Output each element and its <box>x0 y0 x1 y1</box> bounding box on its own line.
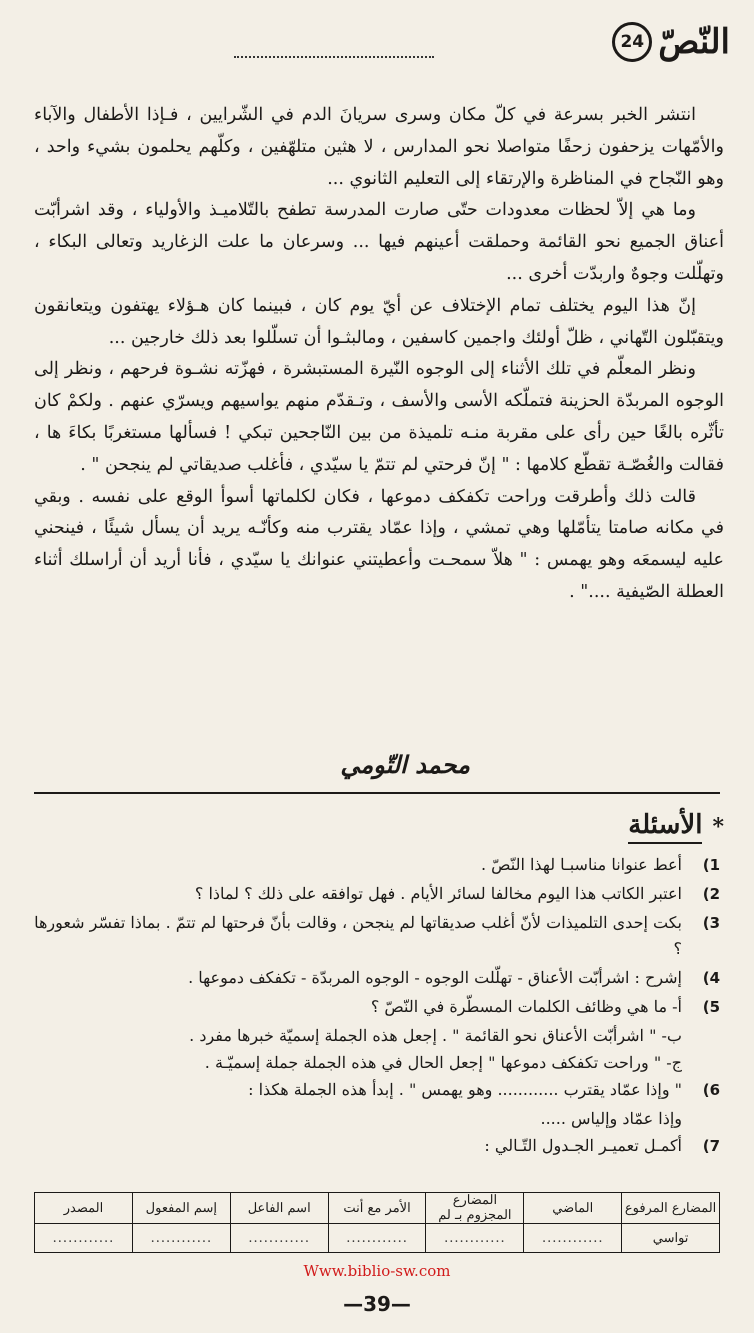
question-item <box>34 852 720 878</box>
author-signature <box>34 750 720 800</box>
paragraph: انتشر الخبر بسرعة في كلّ مكان وسرى سريانَ الدم في الشّرايين ، فـإذا الأطفال والآباء والأمّهات يزحفون زحفًا متواصلا نحو المدارس ، لا هثين متلهّفين ، وكلّهم يحلمون بشيء واحد ، وهو النّجاح في المناظرة والإرتقاء إلى التعليم الثانوي ... <box>34 105 724 189</box>
question-item <box>34 881 720 907</box>
question-number: 2) <box>702 885 720 903</box>
table-cell: ............ <box>132 1224 230 1253</box>
passage-text <box>34 100 724 609</box>
watermark-link: Www.biblio-sw.com <box>303 1262 451 1280</box>
table-header: إسم المفعول <box>132 1193 230 1224</box>
conjugation-table-wrap <box>34 1192 720 1253</box>
questions-title: الأسئلة <box>628 810 702 844</box>
table-cell: ............ <box>35 1224 133 1253</box>
paragraph: ونظر المعلّم في تلك الأثناء إلى الوجوه النّيرة المستبشرة ، فهزّته نشـوة فرحهم ، ونظر إلى الوجوه المربدّة الحزينة فتملّكه الأسى والأسف ، وتـقدّم منهم يواسيهم ويسرّي عنهم . ولكمْ كان تأثّره بالغًا حين رأى على مقربة منـه تلميذة من بين النّاجحين تبكي ! فسألها مستغربًا بكاءَ ها ، فقالت والغُصّـة تقطّع كلامها : " إنّ فرحتي لم تتمّ يا سيّدي ، فأغلب صديقاتي لم ينجحن " . <box>34 359 724 475</box>
question-text: أعط عنوانا مناسبـا لهذا النّصّ . <box>480 855 682 874</box>
question-number: 4) <box>702 969 720 987</box>
question-item <box>34 1077 720 1103</box>
question-number: 1) <box>702 856 720 874</box>
lesson-number-badge: 24 <box>612 22 652 62</box>
conjugation-table <box>34 1192 720 1253</box>
question-item <box>34 1133 720 1159</box>
question-item <box>34 994 720 1020</box>
title-group <box>612 22 730 62</box>
table-row <box>35 1224 720 1253</box>
paragraph: وما هي إلاّ لحظات معدودات حتّى صارت المدرسة تطفح بالتّلاميـذ والأولياء ، وقد اشرأبّت أعناق الجميع نحو القائمة وحملقت أعينهم فيها ... وسرعان ما علت الزغاريد وتعالى البكاء ، وتهلّلت وجوهٌ واربدّت أخرى ... <box>34 200 724 284</box>
question-text: اعتبر الكاتب هذا اليوم مخالفا لسائر الأيام . فهل توافقه على ذلك ؟ لماذا ؟ <box>194 884 682 903</box>
question-item <box>34 965 720 991</box>
question-number: 6) <box>702 1081 720 1099</box>
author-name: محمد التّومي <box>340 750 470 779</box>
table-cell: ............ <box>230 1224 328 1253</box>
question-text: أ- ما هي وظائف الكلمات المسطّرة في النّصّ ؟ <box>370 997 682 1016</box>
star-marker: * <box>712 814 724 840</box>
page-header <box>24 22 730 82</box>
questions-heading <box>628 810 724 844</box>
question-number: 3) <box>702 914 720 932</box>
question-number: 5) <box>702 998 720 1016</box>
table-cell: ............ <box>328 1224 426 1253</box>
paragraph: قالت ذلك وأطرقت وراحت تكفكف دموعها ، فكان لكلماتها أسوأ الوقع على نفسه . وبقي في مكانه صامتا يتأمّلها وهي تمشي ، وإذا عمّاد يقترب منه وكأنّـه يريد أن يسأل شيئًا ، فينحني عليه ليسمعَه وهو يهمس : " هلاّ سمحـت وأعطيتني عنوانك يا سيّدي ، فأنا أريد أن أراسلك أثناء العطلة الصّيفية ...." . <box>34 486 724 602</box>
table-header: المضارع المرفوع <box>622 1193 720 1224</box>
table-cell: ............ <box>524 1224 622 1253</box>
question-item <box>34 910 720 962</box>
question-text: بكت إحدى التلميذات لأنّ أغلب صديقاتها لم ينجحن ، وقالت بأنّ فرحتها لم تتمّ . بماذا تفسّر شعورها ؟ <box>34 913 682 958</box>
question-text: إشرح : اشرأبّت الأعناق - تهلّلت الوجوه - الوجوه المربدّة - تكفكف دموعها . <box>188 968 682 987</box>
page-number: —39— <box>343 1292 411 1316</box>
table-cell: تواسي <box>622 1224 720 1253</box>
question-subitem: ب- " اشرأبّت الأعناق نحو القائمة " . إجعل هذه الجملة إسميّة خبرها مفرد . <box>189 1026 682 1045</box>
question-continuation: وإذا عمّاد وإلياس ..... <box>540 1109 682 1128</box>
question-subitem: ج- " وراحت تكفكف دموعها " إجعل الحال في هذه الجملة جملة إسميّـة . <box>204 1053 682 1072</box>
table-header: اسم الفاعل <box>230 1193 328 1224</box>
header-dotted-line <box>234 56 434 58</box>
table-header: الماضي <box>524 1193 622 1224</box>
table-header-row <box>35 1193 720 1224</box>
separator-line <box>34 792 720 794</box>
table-header: الأمر مع أنت <box>328 1193 426 1224</box>
table-cell: ............ <box>426 1224 524 1253</box>
questions-list <box>34 852 720 1162</box>
question-text: " وإذا عمّاد يقترب ............ وهو يهمس " . إبدأ هذه الجملة هكذا : <box>248 1080 682 1099</box>
table-header: المصدر <box>35 1193 133 1224</box>
question-number: 7) <box>702 1137 720 1155</box>
question-text: أكمـل تعميـر الجـدول التّـالي : <box>484 1136 682 1155</box>
table-header: المضارع المجزوم بـ لم <box>426 1193 524 1224</box>
text-title: النّصّ <box>658 22 730 62</box>
paragraph: إنّ هذا اليوم يختلف تمام الإختلاف عن أيّ يوم كان ، فبينما كان هـؤلاء يهتفون ويتعانقون ويتقبّلون التّهاني ، ظلّ أولئك واجمين كاسفين ، ومالبثـوا أن تسلّلوا بعد ذلك خارجين ... <box>34 295 724 348</box>
